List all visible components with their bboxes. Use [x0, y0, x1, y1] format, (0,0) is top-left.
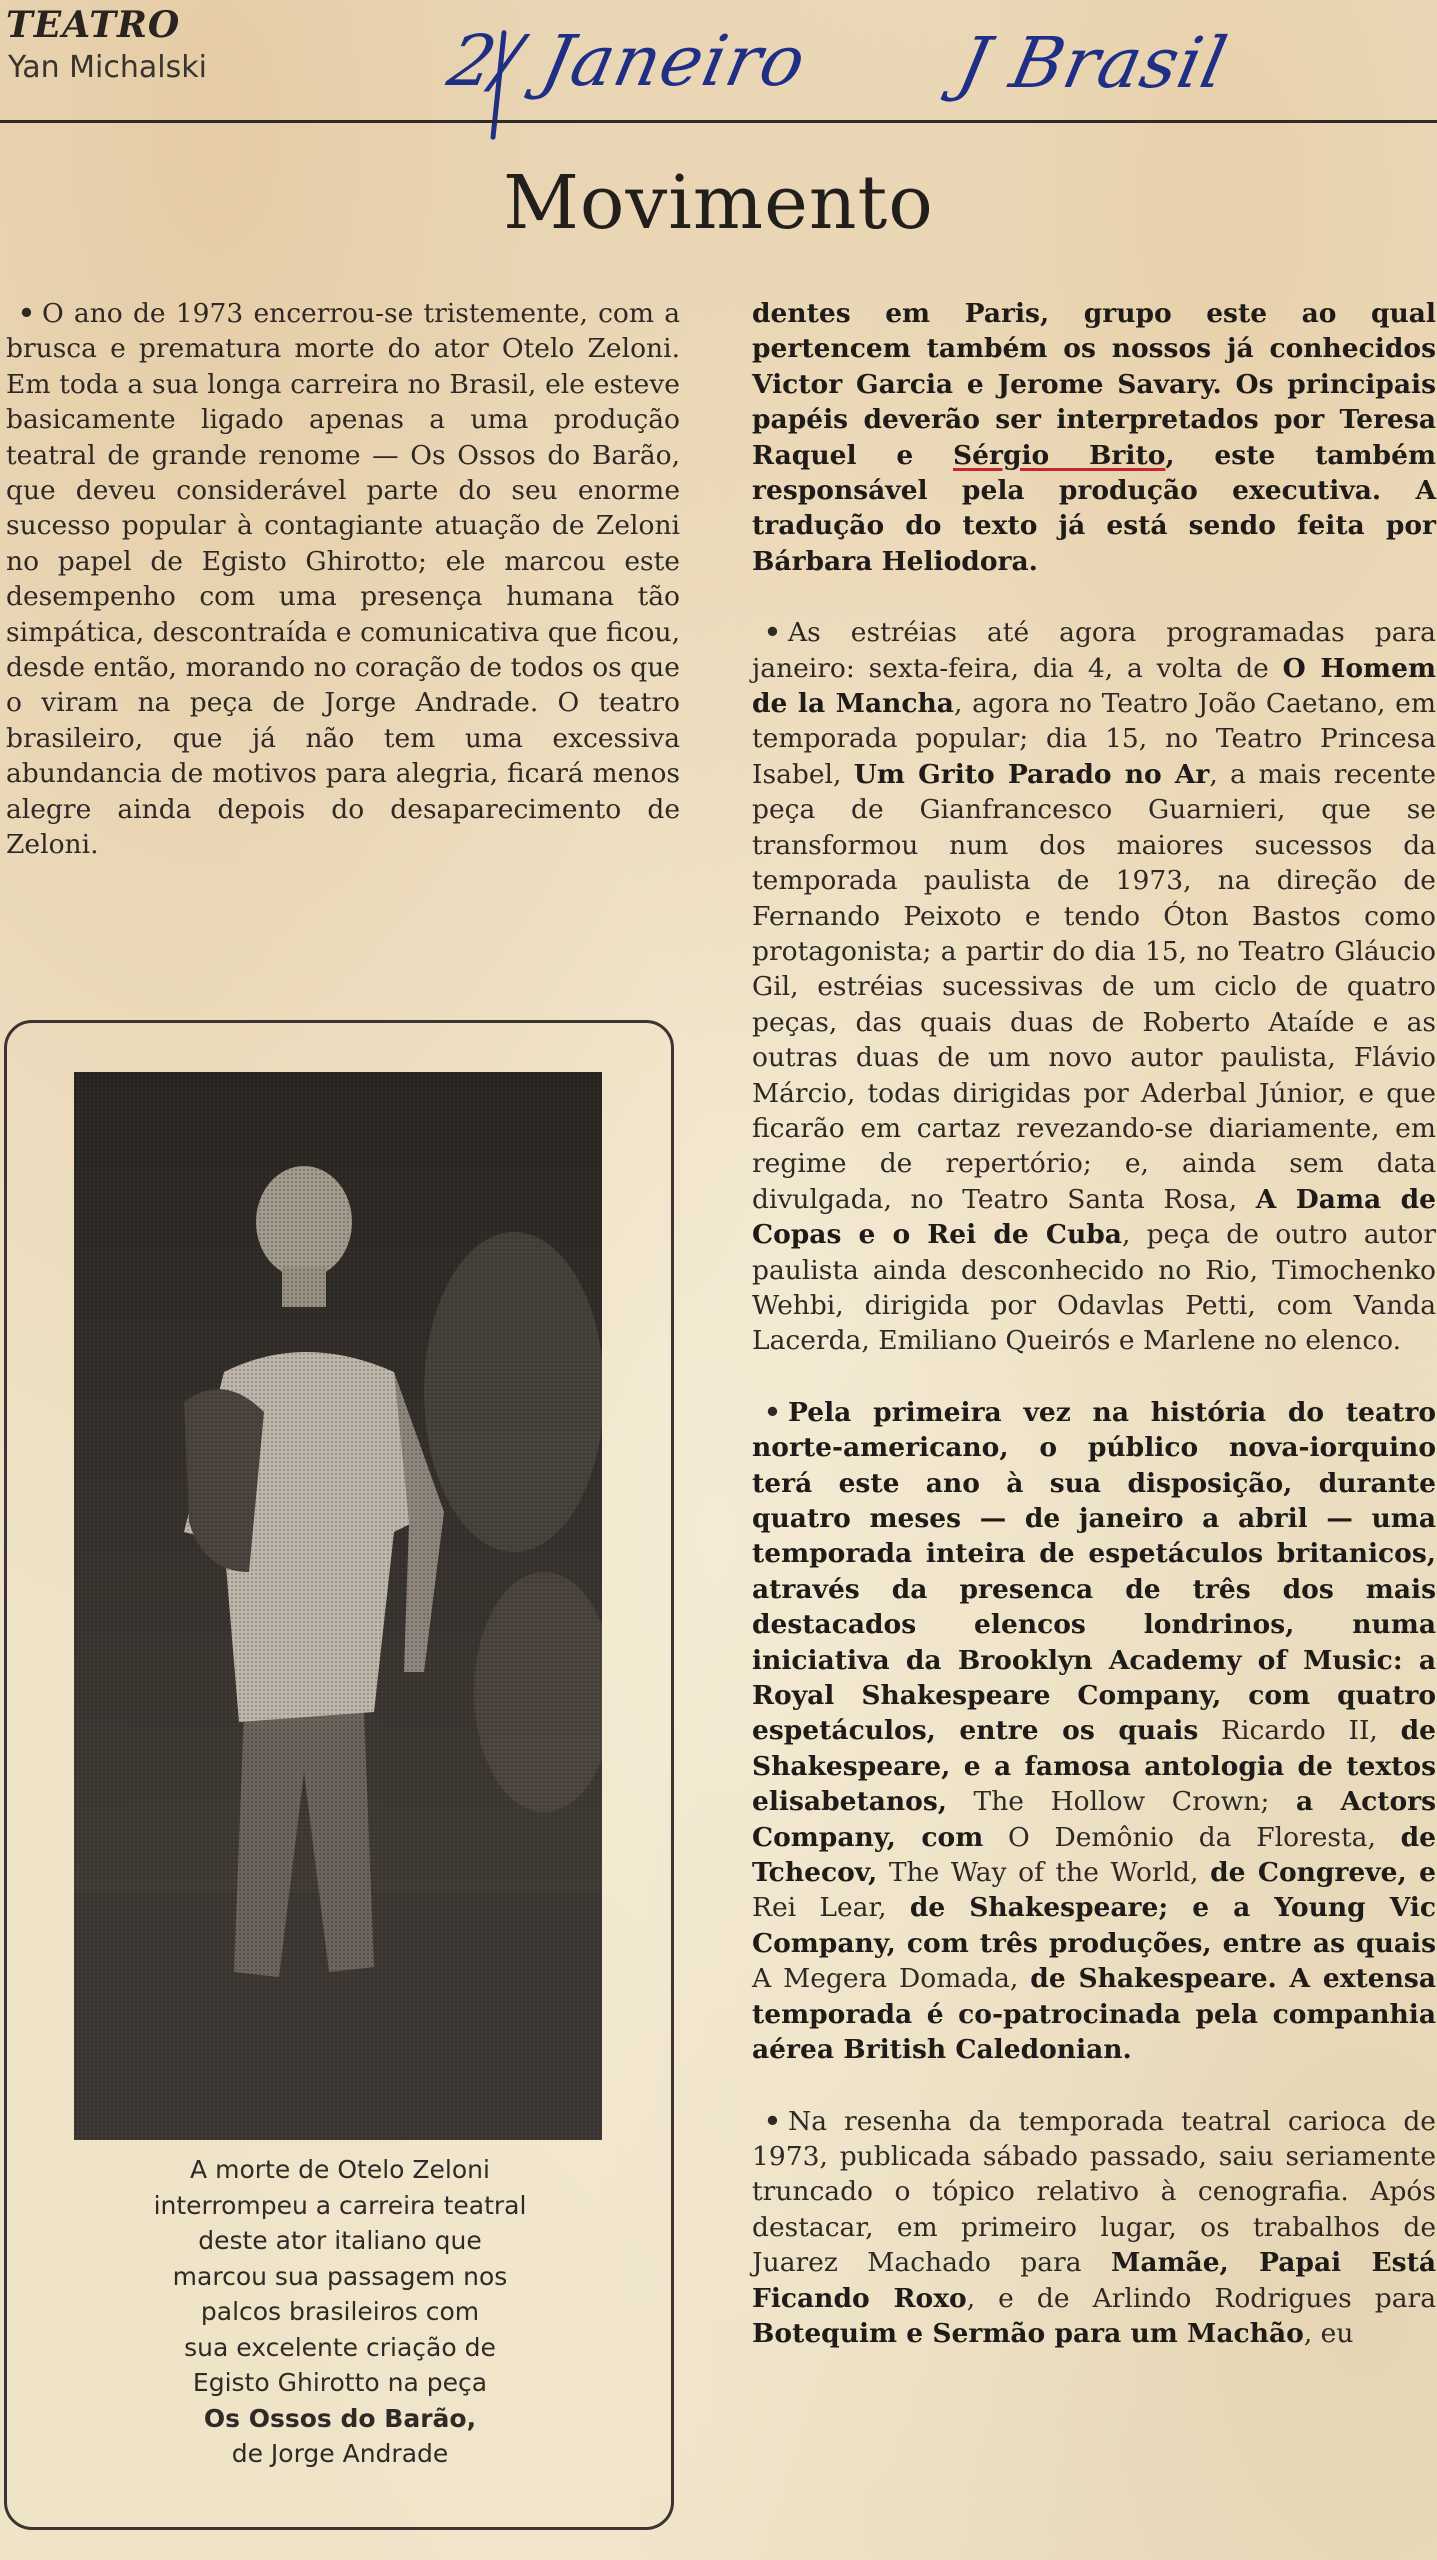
- section-label: TEATRO: [6, 4, 181, 46]
- bullet-icon: •: [764, 1396, 781, 1428]
- handwritten-date: 2/ Janeiro: [441, 20, 814, 102]
- underlined-name: Sérgio Brito: [953, 439, 1166, 471]
- left-column: [6, 296, 680, 863]
- paragraph: • O ano de 1973 encerrou-se tristemente, com a brusca e prematura morte do ator Otelo Zeloni. Em toda a sua longa carreira no Brasil, ele esteve basicamente ligado apenas a uma produção teatral de grande renome — Os Ossos do Barão, que deveu considerável parte do seu enorme sucesso popular à contagiante atuação de Zeloni no papel de Egisto Ghirotto; ele marcou este desempenho com uma presença humana tão simpática, descontraída e comunicativa que ficou, desde então, morando no coração de todos os que o viram na peça de Jorge Andrade. O teatro brasileiro, que já não tem uma excessiva abundancia de motivos para alegria, ficará menos alegre ainda depois do desaparecimento de Zeloni.: [6, 298, 680, 861]
- right-column: [752, 296, 1436, 2351]
- handwritten-source: J Brasil: [951, 22, 1235, 104]
- paragraph: • Na resenha da temporada teatral carioca de 1973, publicada sábado passado, saiu seriamente truncado o tópico relativo à cenografia. Após destacar, em primeiro lugar, os trabalhos de Juarez Machado para Mamãe, Papai Está Ficando Roxo, e de Arlindo Rodrigues para Botequim e Sermão para um Machão, eu: [752, 2105, 1436, 2349]
- bullet-icon: •: [18, 298, 35, 329]
- bullet-icon: •: [764, 617, 781, 649]
- paragraph: dentes em Paris, grupo este ao qual pertencem também os nossos já conhecidos Victor Garcia e Jerome Savary. Os principais papéis deverão ser interpretados por Teresa Raquel e Sérgio Brito, este também responsável pela produção executiva. A tradução do texto já está sendo feita por Bárbara Heliodora.: [752, 298, 1436, 577]
- photo-caption: A morte de Otelo Zeloni interrompeu a carreira teatral deste ator italiano que marcou sua passagem nos palcos brasileiros com sua excelente criação de Egisto Ghirotto na peça Os Ossos do Barão, de Jorge Andrade: [40, 2152, 640, 2472]
- byline-author: Yan Michalski: [8, 50, 207, 85]
- paragraph: • Pela primeira vez na história do teatro norte-americano, o público nova-iorquino terá este ano à sua disposição, durante quatro meses — de janeiro a abril — uma temporada inteira de espetáculos britanicos, através da presenca de três dos mais destacados elencos londrinos, numa iniciativa da Brooklyn Academy of Music: a Royal Shakespeare Company, com quatro espetáculos, entre os quais Ricardo II, de Shakespeare, e a famosa antologia de textos elisabetanos, The Hollow Crown; a Actors Company, com O Demônio da Floresta, de Tchecov, The Way of the World, de Congreve, e Rei Lear, de Shakespeare; e a Young Vic Company, com três produções, entre as quais A Megera Domada, de Shakespeare. A extensa temporada é co-patrocinada pela companhia aérea British Caledonian.: [752, 1396, 1436, 2066]
- bullet-icon: •: [764, 2105, 781, 2137]
- caption-play-title: Os Ossos do Barão,: [203, 2403, 477, 2433]
- headline: Movimento: [503, 160, 934, 246]
- portrait-image: [74, 1072, 602, 2140]
- paragraph: • As estréias até agora programadas para janeiro: sexta-feira, dia 4, a volta de O Homem de la Mancha, agora no Teatro João Caetano, em temporada popular; dia 15, no Teatro Princesa Isabel, Um Grito Parado no Ar, a mais recente peça de Gianfrancesco Guarnieri, que se transformou num dos maiores sucessos da temporada paulista de 1973, na direção de Fernando Peixoto e tendo Óton Bastos como protagonista; a partir do dia 15, no Teatro Gláucio Gil, estréias sucessivas de um ciclo de quatro peças, das quais duas de Roberto Ataíde e as outras duas de um novo autor paulista, Flávio Márcio, todas dirigidas por Aderbal Júnior, e que ficarão em cartaz revezando-se diariamente, em regime de repertório; e, ainda sem data divulgada, no Teatro Santa Rosa, A Dama de Copas e o Rei de Cuba, peça de outro autor paulista ainda desconhecido no Rio, Timochenko Wehbi, dirigida por Odavlas Petti, com Vanda Lacerda, Emiliano Queirós e Marlene no elenco.: [752, 617, 1437, 1357]
- photo-otelo-zeloni: [74, 1072, 602, 2140]
- header-rule: [0, 120, 1437, 123]
